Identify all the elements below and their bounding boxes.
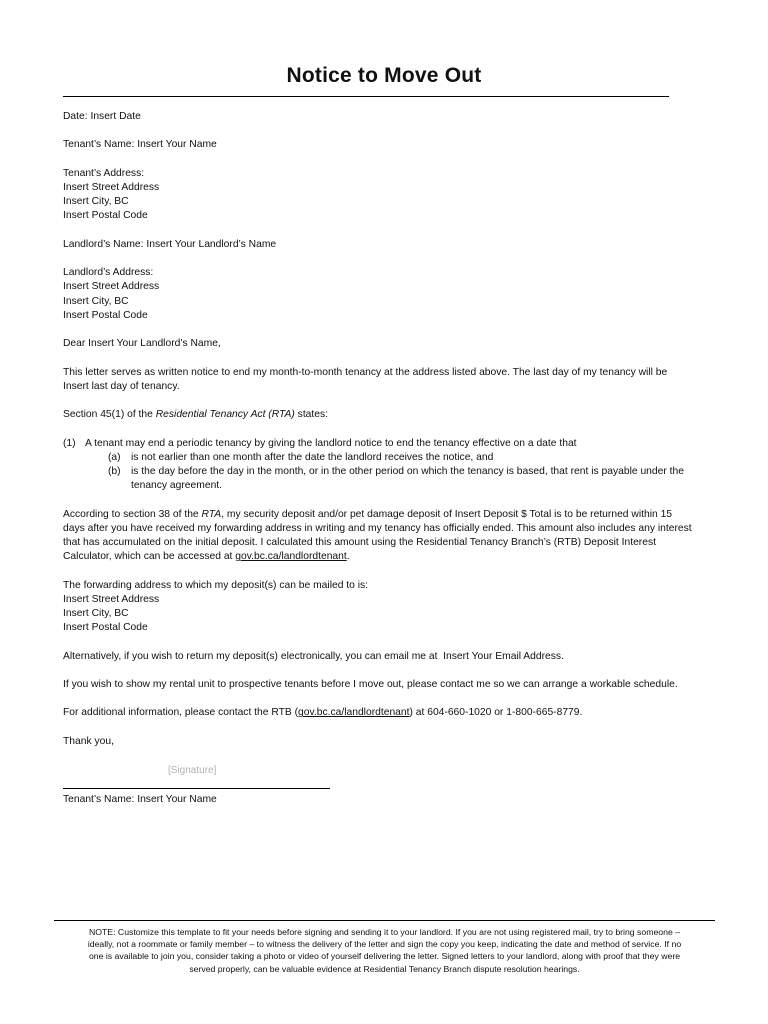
landlord-name-line: Landlord’s Name: Insert Your Landlord’s Name <box>63 238 277 250</box>
section-intro <box>63 408 703 422</box>
forwarding-street: Insert Street Address <box>63 593 160 605</box>
contact-post: ) at 604-660-1020 or 1-800-665-8779. <box>409 707 583 719</box>
rta-abbrev: RTA <box>201 508 222 520</box>
forwarding-postal: Insert Postal Code <box>63 622 148 634</box>
notice-paragraph <box>63 366 703 394</box>
forwarding-city: Insert City, BC <box>63 607 129 619</box>
landlord-postal: Insert Postal Code <box>63 309 148 321</box>
deposit-line-3: that has accumulated on the initial deposit. I calculated this amount using the Residential Tenancy Branch’s (RTB) Deposit Interest <box>63 536 656 548</box>
deposit-line-1-pre: According to section 38 of the <box>63 508 202 520</box>
act-name: Residential Tenancy Act (RTA) <box>155 409 295 421</box>
deposit-line-4 <box>63 550 703 564</box>
page-title: Notice to Move Out <box>286 64 482 87</box>
tenant-name-line: Tenant’s Name: Insert Your Name <box>63 139 217 151</box>
tenant-postal: Insert Postal Code <box>63 210 148 222</box>
section-intro-suffix: states: <box>294 409 329 421</box>
notice-line-2: Insert last day of tenancy. <box>63 380 180 392</box>
email-paragraph: Alternatively, if you wish to return my deposit(s) electronically, you can email me at Insert Your Email Address. <box>63 650 564 662</box>
notice-line-1: This letter serves as written notice to end my month-to-month tenancy at the address listed above. The last day of my tenancy will be <box>63 366 668 378</box>
footer-divider <box>54 920 715 921</box>
footer-note-line: ideally, not a roommate or family member – to witness the delivery of the letter and sign the copy you keep, indicating the date and method of service. If no <box>87 939 682 950</box>
quote-item-text: is not earlier than one month after the date the landlord receives the notice, and <box>131 451 494 463</box>
footer-note-line: one is available to join you, consider taking a photo or video of yourself delivering the letter. Signed letters to your landlord, along with proof that they were <box>88 951 681 962</box>
landlord-street: Insert Street Address <box>63 281 160 293</box>
contact-pre: For additional information, please contact the RTB ( <box>63 707 299 719</box>
forwarding-label: The forwarding address to which my deposit(s) can be mailed to is: <box>63 579 369 591</box>
quote-item-letter: (a) <box>108 451 121 463</box>
footer-note-line: served properly, can be valuable evidence at Residential Tenancy Branch dispute resolution hearings. <box>189 963 580 974</box>
quote-item-text <box>131 465 684 493</box>
footer-note <box>54 926 715 975</box>
section-intro-prefix: Section 45(1) of the <box>63 409 156 421</box>
quote-item-b <box>63 465 703 493</box>
landlord-city: Insert City, BC <box>63 295 129 307</box>
deposit-line-4-pre: Calculator, which can be accessed at <box>63 551 236 563</box>
act-quote <box>63 437 703 494</box>
signature-name: Tenant’s Name: Insert Your Name <box>63 794 217 805</box>
quote-item-line: is the day before the day in the month, or in the other period on which the tenancy is based, that rent is payable under the <box>131 465 684 477</box>
closing: Thank you, <box>63 735 114 747</box>
letter-body <box>63 110 703 763</box>
deposit-paragraph <box>63 508 703 565</box>
quote-main <box>63 437 703 451</box>
footer-note-line: NOTE: Customize this template to fit your needs before signing and sending it to your landlord. If you are not using registered mail, try to bring someone – <box>88 927 681 937</box>
salutation: Dear Insert Your Landlord’s Name, <box>63 338 221 350</box>
deposit-line-1 <box>63 508 703 522</box>
deposit-line-2: days after you have received my forwarding address in writing and my tenancy has officially ended. This amount also includes any interest <box>63 522 692 534</box>
deposit-line-1-post: , my security deposit and/or pet damage deposit of Insert Deposit $ Total is to be returned within 15 <box>221 508 673 520</box>
tenant-street: Insert Street Address <box>63 181 160 193</box>
rtb-link[interactable]: gov.bc.ca/landlordtenant <box>235 551 347 563</box>
rtb-contact-link[interactable]: gov.bc.ca/landlordtenant <box>298 707 410 719</box>
quote-number: (1) <box>63 437 76 449</box>
tenant-city: Insert City, BC <box>63 196 129 208</box>
signature-line <box>63 788 330 789</box>
quote-text: A tenant may end a periodic tenancy by giving the landlord notice to end the tenancy effective on a date that <box>85 437 577 449</box>
tenant-address-block <box>63 167 703 224</box>
signature-placeholder: [Signature] <box>168 765 217 776</box>
forwarding-address-block <box>63 579 703 636</box>
title-divider <box>63 96 669 97</box>
landlord-address-label: Landlord’s Address: <box>63 267 154 279</box>
quote-item-letter: (b) <box>108 465 121 477</box>
contact-paragraph <box>63 706 703 720</box>
showing-paragraph: If you wish to show my rental unit to prospective tenants before I move out, please contact me so we can arrange a workable schedule. <box>63 678 678 690</box>
deposit-line-4-post: . <box>346 551 350 563</box>
date-line: Date: Insert Date <box>63 111 141 122</box>
landlord-address-block <box>63 266 703 323</box>
quote-item-line: tenancy agreement. <box>131 480 223 492</box>
quote-item-a <box>63 451 703 465</box>
tenant-address-label: Tenant’s Address: <box>63 167 145 179</box>
